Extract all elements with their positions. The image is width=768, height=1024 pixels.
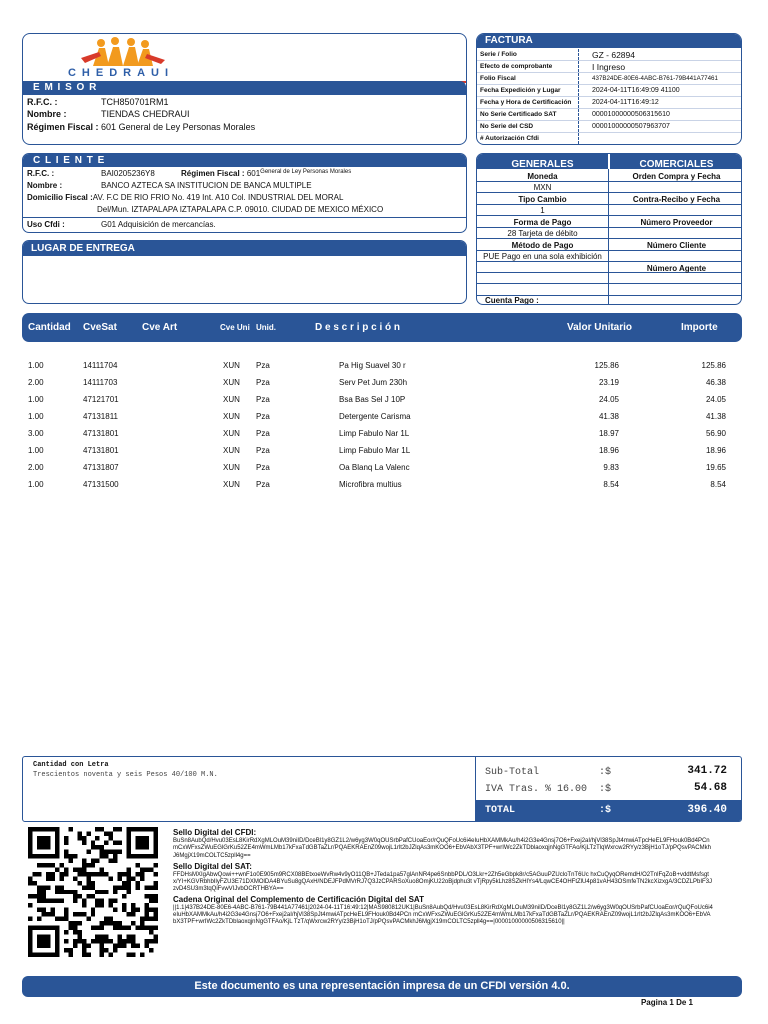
cliente-uso-label: Uso Cfdi : [27,220,65,229]
col-unidad: Unid. [256,323,276,332]
col-descripcion: D e s c r i p c i ó n [315,322,401,333]
item-cantidad: 2.00 [28,463,44,472]
factura-row-label: Efecto de comprobante [480,63,553,70]
tipo-cambio-label: Tipo Cambio [518,195,567,204]
emisor-regimen-row [27,122,255,132]
emisor-nombre: TIENDAS CHEDRAUI [101,109,190,119]
item-descripcion: Serv Pet Jum 230h [339,378,408,387]
sello-cfdi-text: BuSn8AubQd/Hvu03EsL8KirRdXgMLOuM39niID/DceBl1y8GZ1L2/w6yg3W0qOUSrbPafCUoaEor/rQuQFoUc6i4eIuHbXAMMkAu/h4i2G3e4Gnsj7O6+Fxej2aI/hjVl38SpJt4mwiATpcHeEL9FHouk0Bd4PCnmCxWFxsZWuEGlGrKu52ZE4mWmLMb17kFxaTdGBTaZLr/PQAEKRAEnZ09wojL1rlt2bJZlqAs3mKOO6+EbVAbX3TPF+wrIWc2ZkTDblaoxqjnNgGTFAo/KjLTzTlqWxrcw2RYy/z3BjH1oTJ/pPQsvPACMkhJ6MgjX19mCOLTC5zpll4g== [173,838,711,859]
item-cveuni: XUN [223,480,240,489]
num-proveedor-label: Número Proveedor [640,218,713,227]
letra-title: Cantidad con Letra [33,761,109,769]
item-unidad: Pza [256,446,270,455]
factura-row-label: Folio Fiscal [480,75,516,82]
factura-row-label: No Serie Certificado SAT [480,111,557,118]
item-importe: 41.38 [705,412,726,421]
generales-comerciales-box [476,153,742,305]
factura-row-value: I Ingreso [592,62,626,72]
item-importe: 24.05 [705,395,726,404]
comerciales-title: COMERCIALES [639,159,714,170]
forma-pago-value: 28 Tarjeta de débito [507,229,578,238]
cliente-box [22,153,467,233]
item-descripcion: Bsa Bas Sel J 10P [339,395,406,404]
logo-text: CHEDRAUI [67,67,175,79]
emisor-regimen-label: Régimen Fiscal : [27,122,99,132]
item-unidad: Pza [256,463,270,472]
item-valor-unitario: 23.19 [598,378,619,387]
factura-row-value: 2024-04-11T16:49:09 41100 [592,87,680,94]
iva-label: IVA Tras. % 16.00 [485,784,588,795]
col-cveuni: Cve Uni [220,323,250,332]
cliente-rfc-label: R.F.C. : [27,169,55,178]
cliente-regimen-label: Régimen Fiscal : [181,169,245,178]
factura-box [476,33,742,145]
item-cvesat: 47121701 [83,395,119,404]
item-cantidad: 1.00 [28,446,44,455]
cliente-uso-row [27,220,216,229]
item-importe: 19.65 [705,463,726,472]
factura-row-label: Fecha y Hora de Certificación [480,99,572,106]
item-cantidad: 3.00 [28,429,44,438]
emisor-regimen: 601 General de Ley Personas Morales [101,122,256,132]
item-cveuni: XUN [223,378,240,387]
num-agente-label: Número Agente [646,264,707,273]
total-label: TOTAL [485,805,516,816]
cliente-title: C L I E N T E [33,155,106,166]
emisor-title: E M I S O R [33,82,98,93]
metodo-pago-label: Método de Pago [511,241,574,250]
letra-totals-box [22,756,742,822]
item-row [22,463,742,475]
item-cveuni: XUN [223,463,240,472]
item-cveuni: XUN [223,395,240,404]
item-row [22,480,742,492]
qr-code-icon [28,827,158,957]
sello-cfdi-title: Sello Digital del CFDI: [173,828,257,837]
item-descripcion: Detergente Carisma [339,412,411,421]
factura-row [477,61,741,73]
sello-sat-title: Sello Digital del SAT: [173,861,252,871]
emisor-rfc-label: R.F.C. : [27,97,58,107]
item-cveuni: XUN [223,446,240,455]
factura-row [477,85,741,97]
emisor-title-bar [23,81,466,95]
col-valor-unitario: Valor Unitario [567,322,633,333]
iva-cur: :$ [599,784,612,795]
cliente-title-bar [23,154,466,167]
metodo-pago-value: PUE Pago en una sola exhibición [483,252,602,261]
item-unidad: Pza [256,361,270,370]
forma-pago-label: Forma de Pago [513,218,572,227]
factura-row [477,97,741,109]
cadena-text: ||1.1|437B24DE-80E6-4ABC-B761-79B441A77461|2024-04-11T16:49:12|MAS980812UK1|BuSn8AubQd/Hvu03EsL8KirRdXgMLOuM39niID/DceBl1y8GZ1L2/w6yg3W0qOUSrbPafCUoaEor/rQuQFoUc6i4eIuHbXAMMkAu/h4i2G3e4Gnsj7O6+Fxej2aI/hjVl38SpJt4mwiATpcHeEL9FHouk0Bd4PCn mCxWFxsZWuEGlGrKu52ZE4mWmLMb17kFxaTdGBTaZLr/PQAEKRAEnZ09wojL1rlt2bJZlqAs3mKOO6+EbVAbX3TPF+wrIWc2ZkTDblaoxqjnNgGTFAo/KjL TzT/qWxrcw2RYy/z3BjH1oTJ/pPQsvPACMkhJ6MgjX19mCOLTC5zpll4g==|00001000000506315610|| [173,904,713,926]
item-valor-unitario: 8.54 [603,480,619,489]
generales-title-bar [477,154,608,169]
items-list [22,361,742,501]
col-importe: Importe [681,322,718,333]
item-unidad: Pza [256,378,270,387]
item-cvesat: 47131807 [83,463,119,472]
sellos-block [173,828,713,927]
lugar-entrega-title: LUGAR DE ENTREGA [31,243,135,254]
emisor-nombre-row [27,109,190,119]
footer-text: Este documento es una representación impresa de un CFDI versión 4.0. [194,980,570,992]
total-value: 396.40 [687,804,727,816]
cliente-domicilio-label: Domicilio Fiscal : [27,193,93,202]
item-descripcion: Oa Blanq La Valenc [339,463,410,472]
item-unidad: Pza [256,480,270,489]
contra-recibo-label: Contra-Recibo y Fecha [632,195,721,204]
factura-title-bar [477,34,741,48]
subtotal-value: 341.72 [687,765,727,777]
item-unidad: Pza [256,395,270,404]
item-cvesat: 47131500 [83,480,119,489]
page-number: Pagina 1 De 1 [640,998,693,1007]
lugar-entrega-box [22,240,467,304]
emisor-rfc-row [27,97,169,107]
subtotal-cur: :$ [599,767,612,778]
factura-row-value: GZ - 62894 [592,50,635,60]
cliente-nombre-row [27,181,312,190]
cliente-regimen-desc: General de Ley Personas Morales [260,169,352,175]
factura-row [477,133,741,145]
col-cvesat: CveSat [83,322,117,333]
item-cantidad: 1.00 [28,412,44,421]
item-importe: 46.38 [705,378,726,387]
orden-compra-label: Orden Compra y Fecha [632,172,721,181]
chedraui-logo [41,36,201,80]
total-cur: :$ [599,805,612,816]
footer-bar [22,976,742,997]
item-descripcion: Pa Hig Suavel 30 r [339,361,406,370]
factura-row-value: 437B24DE-80E6-4ABC-B761-79B441A77461 [592,75,718,82]
item-cveuni: XUN [223,361,240,370]
item-importe: 8.54 [710,480,726,489]
cliente-nombre-label: Nombre : [27,181,63,190]
subtotal-label: Sub-Total [485,767,540,778]
item-row [22,361,742,373]
item-row [22,395,742,407]
item-row [22,412,742,424]
factura-row [477,73,741,85]
cliente-regimen-code: 601 [246,169,261,178]
sello-sat-text: FFDHsMXIgAbwQowi++wnF1o0E905m9RCX08BEtxoeWvRw4v9yO11QB+JTeda1pa57glAnNR4pe6SnbbPDL/O3Lkr+2Zh5eGbpk8r/c5AGuuPZUcloTnT6Uc hxCuQyqORemdH/O2TnlFqZoB+vddtMsfsgtx/YI+KGVRbhbIlyFZU3E71DXMOlDA4BYuSu8gQAxH/NDEJFPdMVrRJ7Q3JzCPARSoXuo8OmjKU22oBjdphu3t vTjRpy5kLhz8SZkHlYs4/LqwCE4OHFtZlU4p81vAH43OSmfeTN2kcXizxgA/3CDZLPbIF3JzvD4SU3m3tqQiFvwVIJvbOCRTHBYA== [173,871,713,893]
item-valor-unitario: 18.96 [598,446,619,455]
item-descripcion: Limp Fabulo Mar 1L [339,446,411,455]
moneda-value: MXN [533,183,552,192]
cadena-title: Cadena Original del Complemento de Certificación Digital del SAT [173,894,425,904]
factura-row-value: 00001000000507963707 [592,123,670,130]
factura-row-label: # Autorización Cfdi [480,135,539,142]
cliente-domicilio-2: Del/Mun. IZTAPALAPA IZTAPALAPA C.P. 09010. CIUDAD DE MEXICO MÉXICO [97,205,384,214]
num-cliente-label: Número Cliente [646,241,707,250]
cliente-rfc: BAI0205236Y8 [101,169,155,178]
item-unidad: Pza [256,412,270,421]
item-cveuni: XUN [223,429,240,438]
generales-title: GENERALES [511,159,574,170]
item-cveuni: XUN [223,412,240,421]
moneda-label: Moneda [527,172,558,181]
total-bar [476,800,741,821]
factura-row [477,121,741,133]
item-row [22,429,742,441]
col-cantidad: Cantidad [28,322,71,333]
cliente-uso: G01 Adquisición de mercancías. [101,220,216,229]
factura-row-value: 00001000000506315610 [592,111,670,118]
item-valor-unitario: 9.83 [603,463,619,472]
qr-code [28,827,158,957]
factura-row-value: 2024-04-11T16:49:12 [592,99,659,106]
item-row [22,378,742,390]
cliente-domicilio-row [27,193,343,202]
item-cvesat: 47131811 [83,412,118,421]
factura-row [477,49,741,61]
item-importe: 18.96 [705,446,726,455]
item-cvesat: 14111704 [83,361,118,370]
item-cvesat: 47131801 [83,429,119,438]
cliente-rfc-row [27,169,351,178]
item-cantidad: 2.00 [28,378,44,387]
item-descripcion: Microfibra multius [339,480,402,489]
item-row [22,446,742,458]
item-unidad: Pza [256,429,270,438]
factura-row-label: Fecha Expedición y Lugar [480,87,561,94]
cuenta-pago-label: Cuenta Pago : [485,296,539,305]
comerciales-title-bar [610,154,742,169]
item-descripcion: Limp Fabulo Nar 1L [339,429,410,438]
item-cvesat: 14111703 [83,378,118,387]
items-header [22,313,742,342]
col-cveart: Cve Art [142,322,178,333]
lugar-entrega-title-bar [23,241,466,256]
item-cantidad: 1.00 [28,395,44,404]
emisor-rfc: TCH850701RM1 [101,97,169,107]
item-cantidad: 1.00 [28,480,44,489]
item-cvesat: 47131801 [83,446,119,455]
tipo-cambio-value: 1 [540,206,545,215]
factura-row [477,109,741,121]
item-cantidad: 1.00 [28,361,44,370]
factura-title: FACTURA [485,35,533,46]
emisor-nombre-label: Nombre : [27,109,67,119]
cliente-domicilio-1: AV. F.C DE RIO FRIO No. 419 Int. A10 Col. INDUSTRIAL DEL MORAL [92,193,344,202]
letra-text: Trescientos noventa y seis Pesos 40/100 M.N. [33,771,218,779]
item-valor-unitario: 41.38 [598,412,619,421]
item-importe: 125.86 [701,361,726,370]
factura-row-label: Serie / Folio [480,51,517,58]
cliente-nombre: BANCO AZTECA SA INSTITUCION DE BANCA MULTIPLE [101,181,312,190]
item-valor-unitario: 24.05 [598,395,619,404]
item-valor-unitario: 18.97 [598,429,619,438]
item-valor-unitario: 125.86 [594,361,619,370]
item-importe: 56.90 [705,429,726,438]
iva-value: 54.68 [693,782,727,794]
factura-row-label: No Serie del CSD [480,123,534,130]
emisor-box [22,33,467,145]
